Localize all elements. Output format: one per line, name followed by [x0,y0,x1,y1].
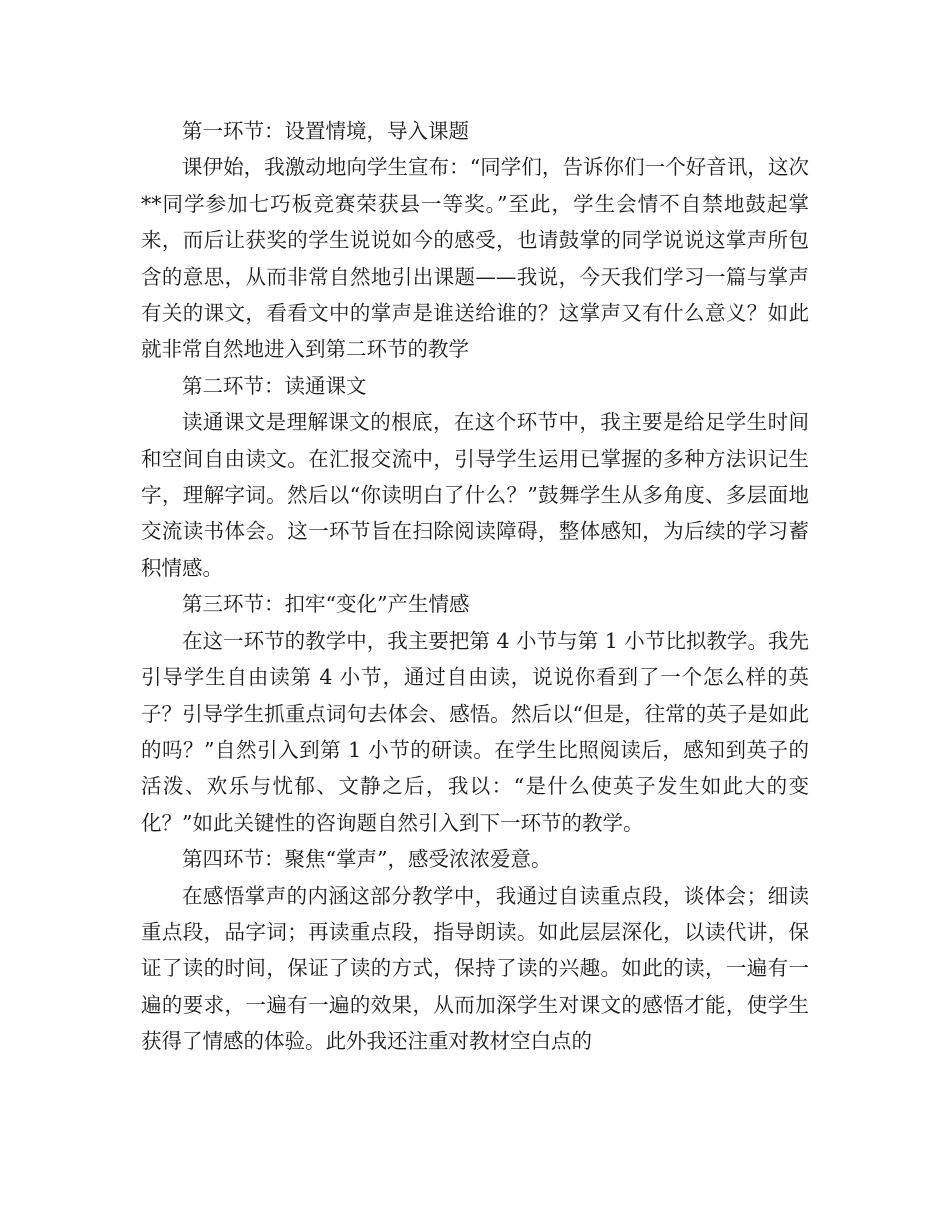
section-4-paragraph: 在感悟掌声的内涵这部分教学中，我通过自读重点段，谈体会；细读重点段，品字词；再读重点段，指导朗读。如此层层深化，以读代讲，保证了读的时间，保证了读的方式，保持了读的兴趣。如此的读，一遍有一遍的要求，一遍有一遍的效果，从而加深学生对课文的感悟才能，使学生获得了情感的体验。此外我还注重对教材空白点的 [141,883,809,1054]
section-4-heading: 第四环节：聚焦“掌声”，感受浓浓爱意。 [182,847,552,872]
section-2-heading: 第二环节：读通课文 [182,373,367,398]
section-1-paragraph: 课伊始，我激动地向学生宣布：“同学们，告诉你们一个好音讯，这次**同学参加七巧板竞赛荣获县一等奖。”至此，学生会情不自禁地鼓起掌来，而后让获奖的学生说说如今的感受，也请鼓掌的同学说说这掌声所包含的意思，从而非常自然地引出课题——我说，今天我们学习一篇与掌声有关的课文，看看文中的掌声是谁送给谁的？这掌声又有什么意义？如此就非常自然地进入到第二环节的教学 [141,155,809,362]
document-page [141,113,809,1060]
section-2-paragraph: 读通课文是理解课文的根底，在这个环节中，我主要是给足学生时间和空间自由读文。在汇报交流中，引导学生运用已掌握的多种方法识记生字，理解字词。然后以“你读明白了什么？”鼓舞学生从多角度、多层面地交流读书体会。这一环节旨在扫除阅读障碍，整体感知，为后续的学习蓄积情感。 [141,410,809,580]
section-3-heading: 第三环节：扣牢“变化”产生情感 [182,592,470,617]
section-1-heading: 第一环节：设置情境，导入课题 [182,119,469,143]
section-3-paragraph: 在这一环节的教学中，我主要把第 4 小节与第 1 小节比拟教学。我先引导学生自由读第 4 小节，通过自由读，说说你看到了一个怎么样的英子？引导学生抓重点词句去体会、感悟。然后以“但是，往常的英子是如此的吗？”自然引入到第 1 小节的研读。在学生比照阅读后，感知到英子的活泼、欢乐与忧郁、文静之后，我以：“是什么使英子发生如此大的变化？”如此关键性的咨询题自然引入到下一环节的教学。 [141,628,809,835]
